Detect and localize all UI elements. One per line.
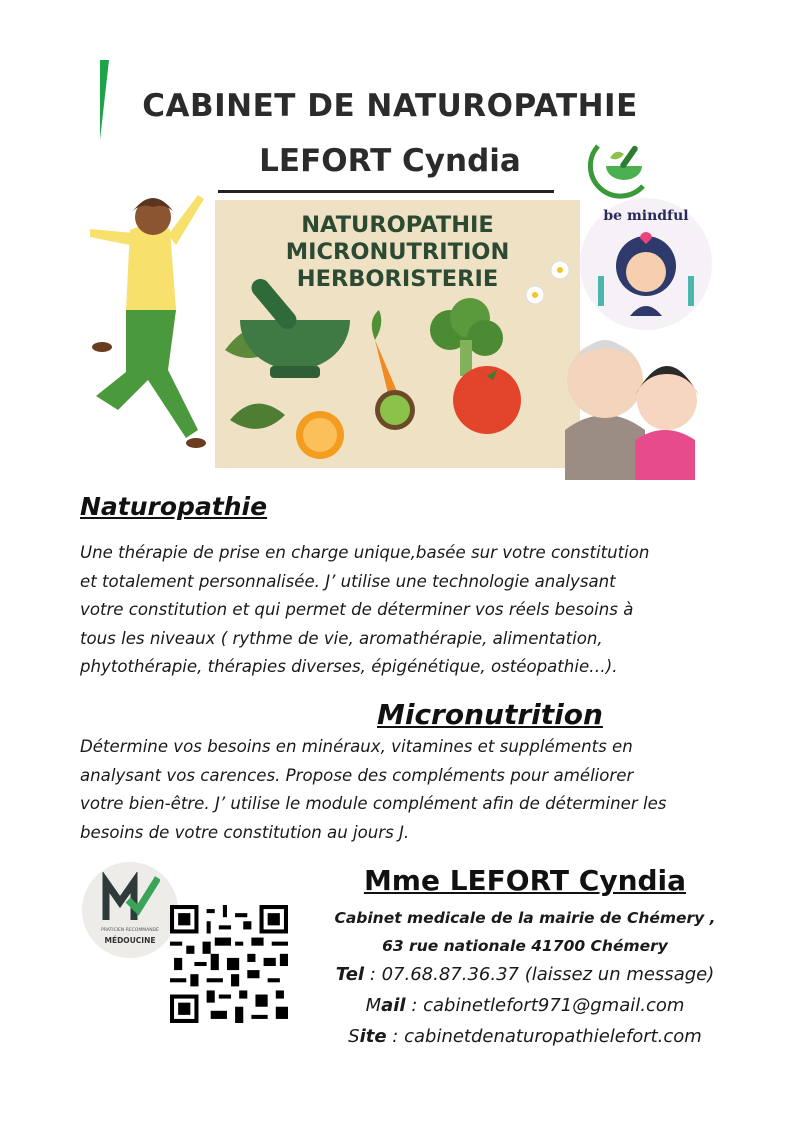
micronutrition-paragraph: [80, 733, 780, 847]
contact-email[interactable]: [300, 995, 750, 1016]
green-accent-flag: [100, 60, 109, 140]
banner-line-herboristerie: HERBORISTERIE: [296, 266, 499, 292]
paragraph-line: phytothérapie, thérapies diverses, épigénétique, ostéopathie…).: [80, 657, 618, 677]
contact-website[interactable]: [300, 1026, 750, 1047]
paragraph-line: et totalement personnalisée. J’ utilise une technologie analysant: [80, 571, 616, 591]
paragraph-line: analysant vos carences. Propose des compléments pour améliorer: [80, 765, 634, 785]
paragraph-line: Détermine vos besoins en minéraux, vitamines et suppléments en: [80, 737, 633, 756]
contact-name: Mme LEFORT Cyndia: [363, 864, 687, 897]
section-title-naturopathie: Naturopathie: [80, 492, 268, 521]
mail-label: ail: [381, 995, 406, 1016]
site-label-prefix: S: [348, 1026, 360, 1047]
naturopathie-paragraph: [80, 539, 770, 682]
site-label: ite: [359, 1026, 387, 1047]
contact-address: [300, 904, 750, 960]
address-line-1: Cabinet medicale de la mairie de Chémery ,: [334, 909, 716, 927]
medoucine-m-icon: [100, 872, 160, 924]
paragraph-line: votre constitution et qui permet de déterminer vos réels besoins à: [80, 600, 634, 620]
mail-label-prefix: M: [365, 995, 382, 1016]
grandmother-child-illustration: [555, 300, 725, 480]
mail-value: : cabinetlefort971@gmail.com: [405, 995, 685, 1016]
phone-label: Tel: [335, 964, 365, 985]
site-value: : cabinetdenaturopathielefort.com: [386, 1026, 702, 1047]
page-title: CABINET DE NATUROPATHIE: [142, 88, 638, 124]
mortar-logo-icon: [588, 136, 658, 200]
contact-phone[interactable]: [300, 964, 750, 985]
medoucine-name: MÉDOUCINE: [104, 936, 156, 945]
paragraph-line: besoins de votre constitution au jours J.: [80, 822, 410, 842]
dancing-woman-illustration: [78, 175, 218, 470]
vegetables-illustration: [215, 200, 580, 468]
paragraph-line: Une thérapie de prise en charge unique,basée sur votre constitution: [80, 543, 650, 562]
title-underline: [218, 190, 554, 193]
be-mindful-text: be mindful: [603, 208, 689, 224]
medoucine-tagline: PRATICIEN RECOMMANDÉ: [101, 928, 159, 933]
paragraph-line: tous les niveaux ( rythme de vie, aromathérapie, alimentation,: [80, 628, 603, 648]
phone-value: : 07.68.87.36.37 (laissez un message): [364, 964, 715, 985]
practitioner-title: LEFORT Cyndia: [259, 143, 521, 179]
paragraph-line: votre bien-être. J’ utilise le module complément afin de déterminer les: [80, 794, 667, 814]
banner-line-micronutrition: MICRONUTRITION: [285, 239, 510, 265]
banner-line-naturopathie: NATUROPATHIE: [301, 212, 494, 238]
section-title-micronutrition: Micronutrition: [377, 698, 603, 731]
address-line-2: 63 rue nationale 41700 Chémery: [382, 937, 668, 955]
qr-code[interactable]: [170, 905, 288, 1023]
